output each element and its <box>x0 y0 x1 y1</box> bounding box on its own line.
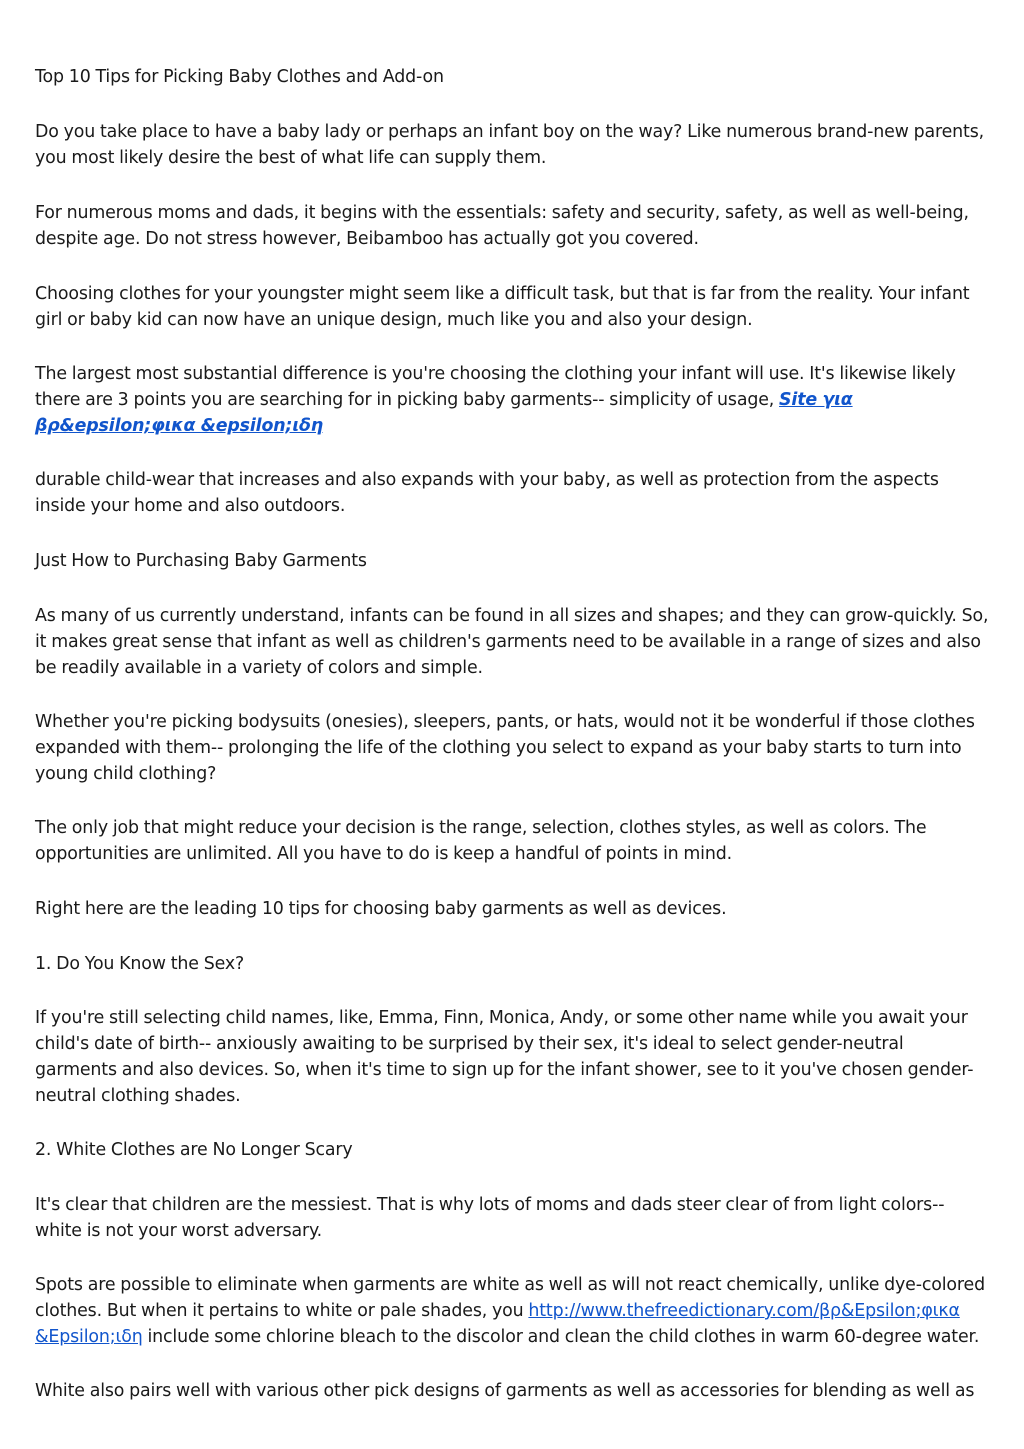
paragraph-durable: durable child-wear that increases and also expands with your baby, as well as protection from the aspects inside your home and also outdoors. <box>35 470 939 516</box>
paragraph-essentials: For numerous moms and dads, it begins with the essentials: safety and security, safety, as well as well-being, despite age. Do not stress however, Beibamboo has actually got you covered. <box>35 203 969 249</box>
site-link[interactable]: Site για βρ&epsilon;φικα &epsilon;ιδη <box>35 390 853 436</box>
document-title: Top 10 Tips for Picking Baby Clothes and Add-on <box>35 67 444 87</box>
paragraph-tips-intro: Right here are the leading 10 tips for choosing baby garments as well as devices. <box>35 899 727 919</box>
paragraph-spots-text: Spots are possible to eliminate when garments are white as well as will not react chemically, unlike dye-colored clothes. But when it pertains to white or pale shades, you <box>35 1275 985 1321</box>
paragraph-choosing-clothes: Choosing clothes for your youngster might seem like a difficult task, but that is far from the reality. Your infant girl or baby kid can now have an unique design, much like you and also your design. <box>35 284 970 330</box>
paragraph-sex: If you're still selecting child names, like, Emma, Finn, Monica, Andy, or some other name while you await your child's date of birth-- anxiously awaiting to be surprised by their sex, it's ideal to select gender-neutral garments and also devices. So, when it's time to sign up for the infant shower, see to it you've chosen gender-neutral clothing shades. <box>35 1008 974 1106</box>
paragraph-sizes: As many of us currently understand, infants can be found in all sizes and shapes; and they can grow-quickly. So, it makes great sense that infant as well as children's garments need to be available in a range of sizes and also be readily available in a variety of colors and simple. <box>35 606 989 678</box>
paragraph-bodysuits: Whether you're picking bodysuits (onesies), sleepers, pants, or hats, would not it be wonderful if those clothes expanded with them-- prolonging the life of the clothing you select to expand as your baby starts to turn into young child clothing? <box>35 712 975 784</box>
paragraph-intro: Do you take place to have a baby lady or perhaps an infant boy on the way? Like numerous brand-new parents, you most likely desire the best of what life can supply them. <box>35 122 984 168</box>
paragraph-white-pairs: White also pairs well with various other pick designs of garments as well as accessories for blending as well as <box>35 1381 975 1401</box>
heading-tip-1: 1. Do You Know the Sex? <box>35 954 245 974</box>
dictionary-link[interactable]: http://www.thefreedictionary.com/βρ&Epsilon;φικα &Epsilon;ιδη <box>35 1301 960 1347</box>
heading-tip-2: 2. White Clothes are No Longer Scary <box>35 1140 353 1160</box>
heading-purchasing: Just How to Purchasing Baby Garments <box>35 551 367 571</box>
paragraph-decision: The only job that might reduce your decision is the range, selection, clothes styles, as well as colors. The opportunities are unlimited. All you have to do is keep a handful of points in mind. <box>35 818 927 864</box>
paragraph-spots <box>35 1272 990 1350</box>
paragraph-difference-text: The largest most substantial difference is you're choosing the clothing your infant will use. It's likewise likely there are 3 points you are searching for in picking baby garments-- simplicity of usage, <box>35 364 956 410</box>
paragraph-messiest: It's clear that children are the messiest. That is why lots of moms and dads steer clear of from light colors-- white is not your worst adversary. <box>35 1195 945 1241</box>
paragraph-spots-text-end: include some chlorine bleach to the discolor and clean the child clothes in warm 60-degree water. <box>142 1327 980 1347</box>
paragraph-difference <box>35 361 990 439</box>
